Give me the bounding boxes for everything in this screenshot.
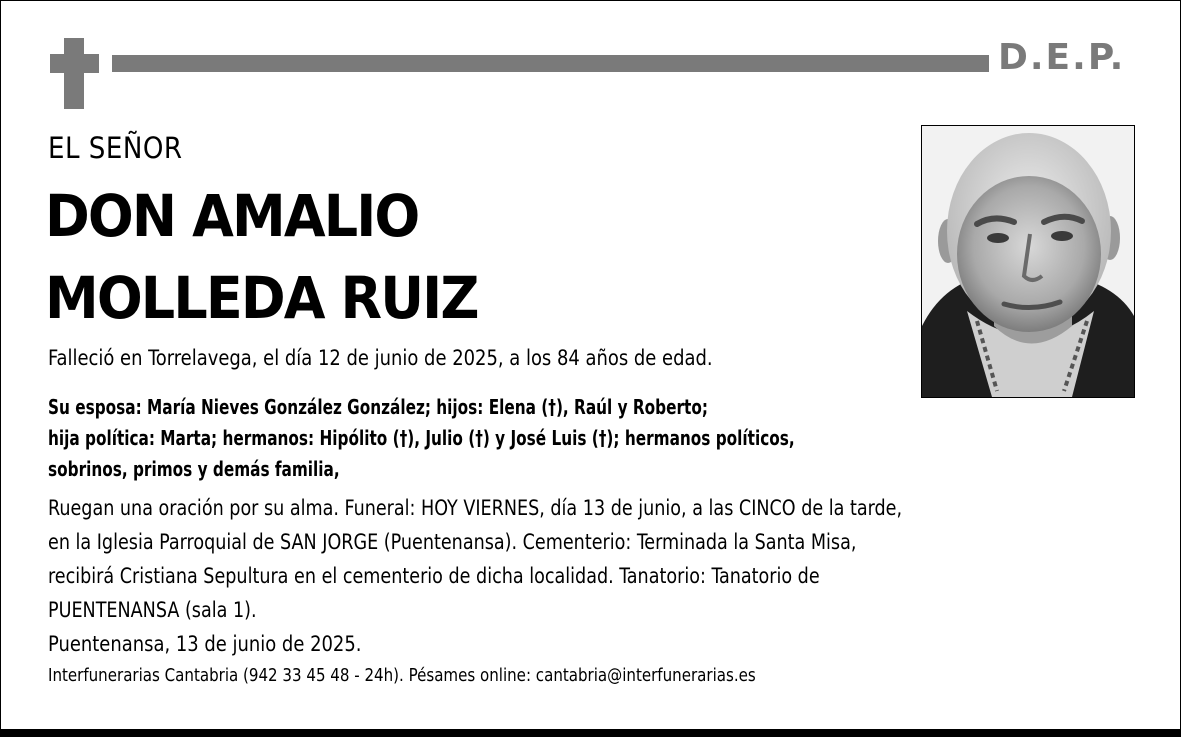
funeral-line: Ruegan una oración por su alma. Funeral: HOY VIERNES, día 13 de junio, a las CINCO de la tarde, [48, 496, 903, 520]
cross-icon-bar [50, 54, 99, 73]
honorific-title: EL SEÑOR [48, 131, 183, 165]
funeral-details [48, 491, 902, 627]
family-line: sobrinos, primos y demás familia, [48, 457, 340, 481]
deceased-portrait [921, 125, 1135, 398]
family-list [48, 392, 983, 485]
place-date: Puentenansa, 13 de junio de 2025. [48, 632, 362, 656]
portrait-illustration [922, 126, 1134, 397]
cross-icon [64, 38, 84, 109]
bottom-border [0, 729, 1181, 737]
family-line: Su esposa: María Nieves González González; hijos: Elena (†), Raúl y Roberto; [48, 395, 708, 419]
deceased-name-line2: MOLLEDA RUIZ [45, 264, 478, 332]
footer-contact: Interfunerarias Cantabria (942 33 45 48 - 24h). Pésames online: cantabria@interfunerarias.es [48, 665, 756, 686]
funeral-line: en la Iglesia Parroquial de SAN JORGE (Puentenansa). Cementerio: Terminada la Santa Misa, [48, 530, 857, 554]
family-line: hija política: Marta; hermanos: Hipólito (†), Julio (†) y José Luis (†); hermanos políticos, [48, 426, 795, 450]
dep-label: D.E.P. [998, 37, 1126, 78]
death-notice: Falleció en Torrelavega, el día 12 de junio de 2025, a los 84 años de edad. [48, 346, 713, 370]
deceased-name-line1: DON AMALIO [45, 182, 419, 250]
funeral-line: recibirá Cristiana Sepultura en el cementerio de dicha localidad. Tanatorio: Tanatorio de [48, 564, 820, 588]
header-rule [112, 55, 989, 72]
funeral-line: PUENTENANSA (sala 1). [48, 598, 257, 622]
